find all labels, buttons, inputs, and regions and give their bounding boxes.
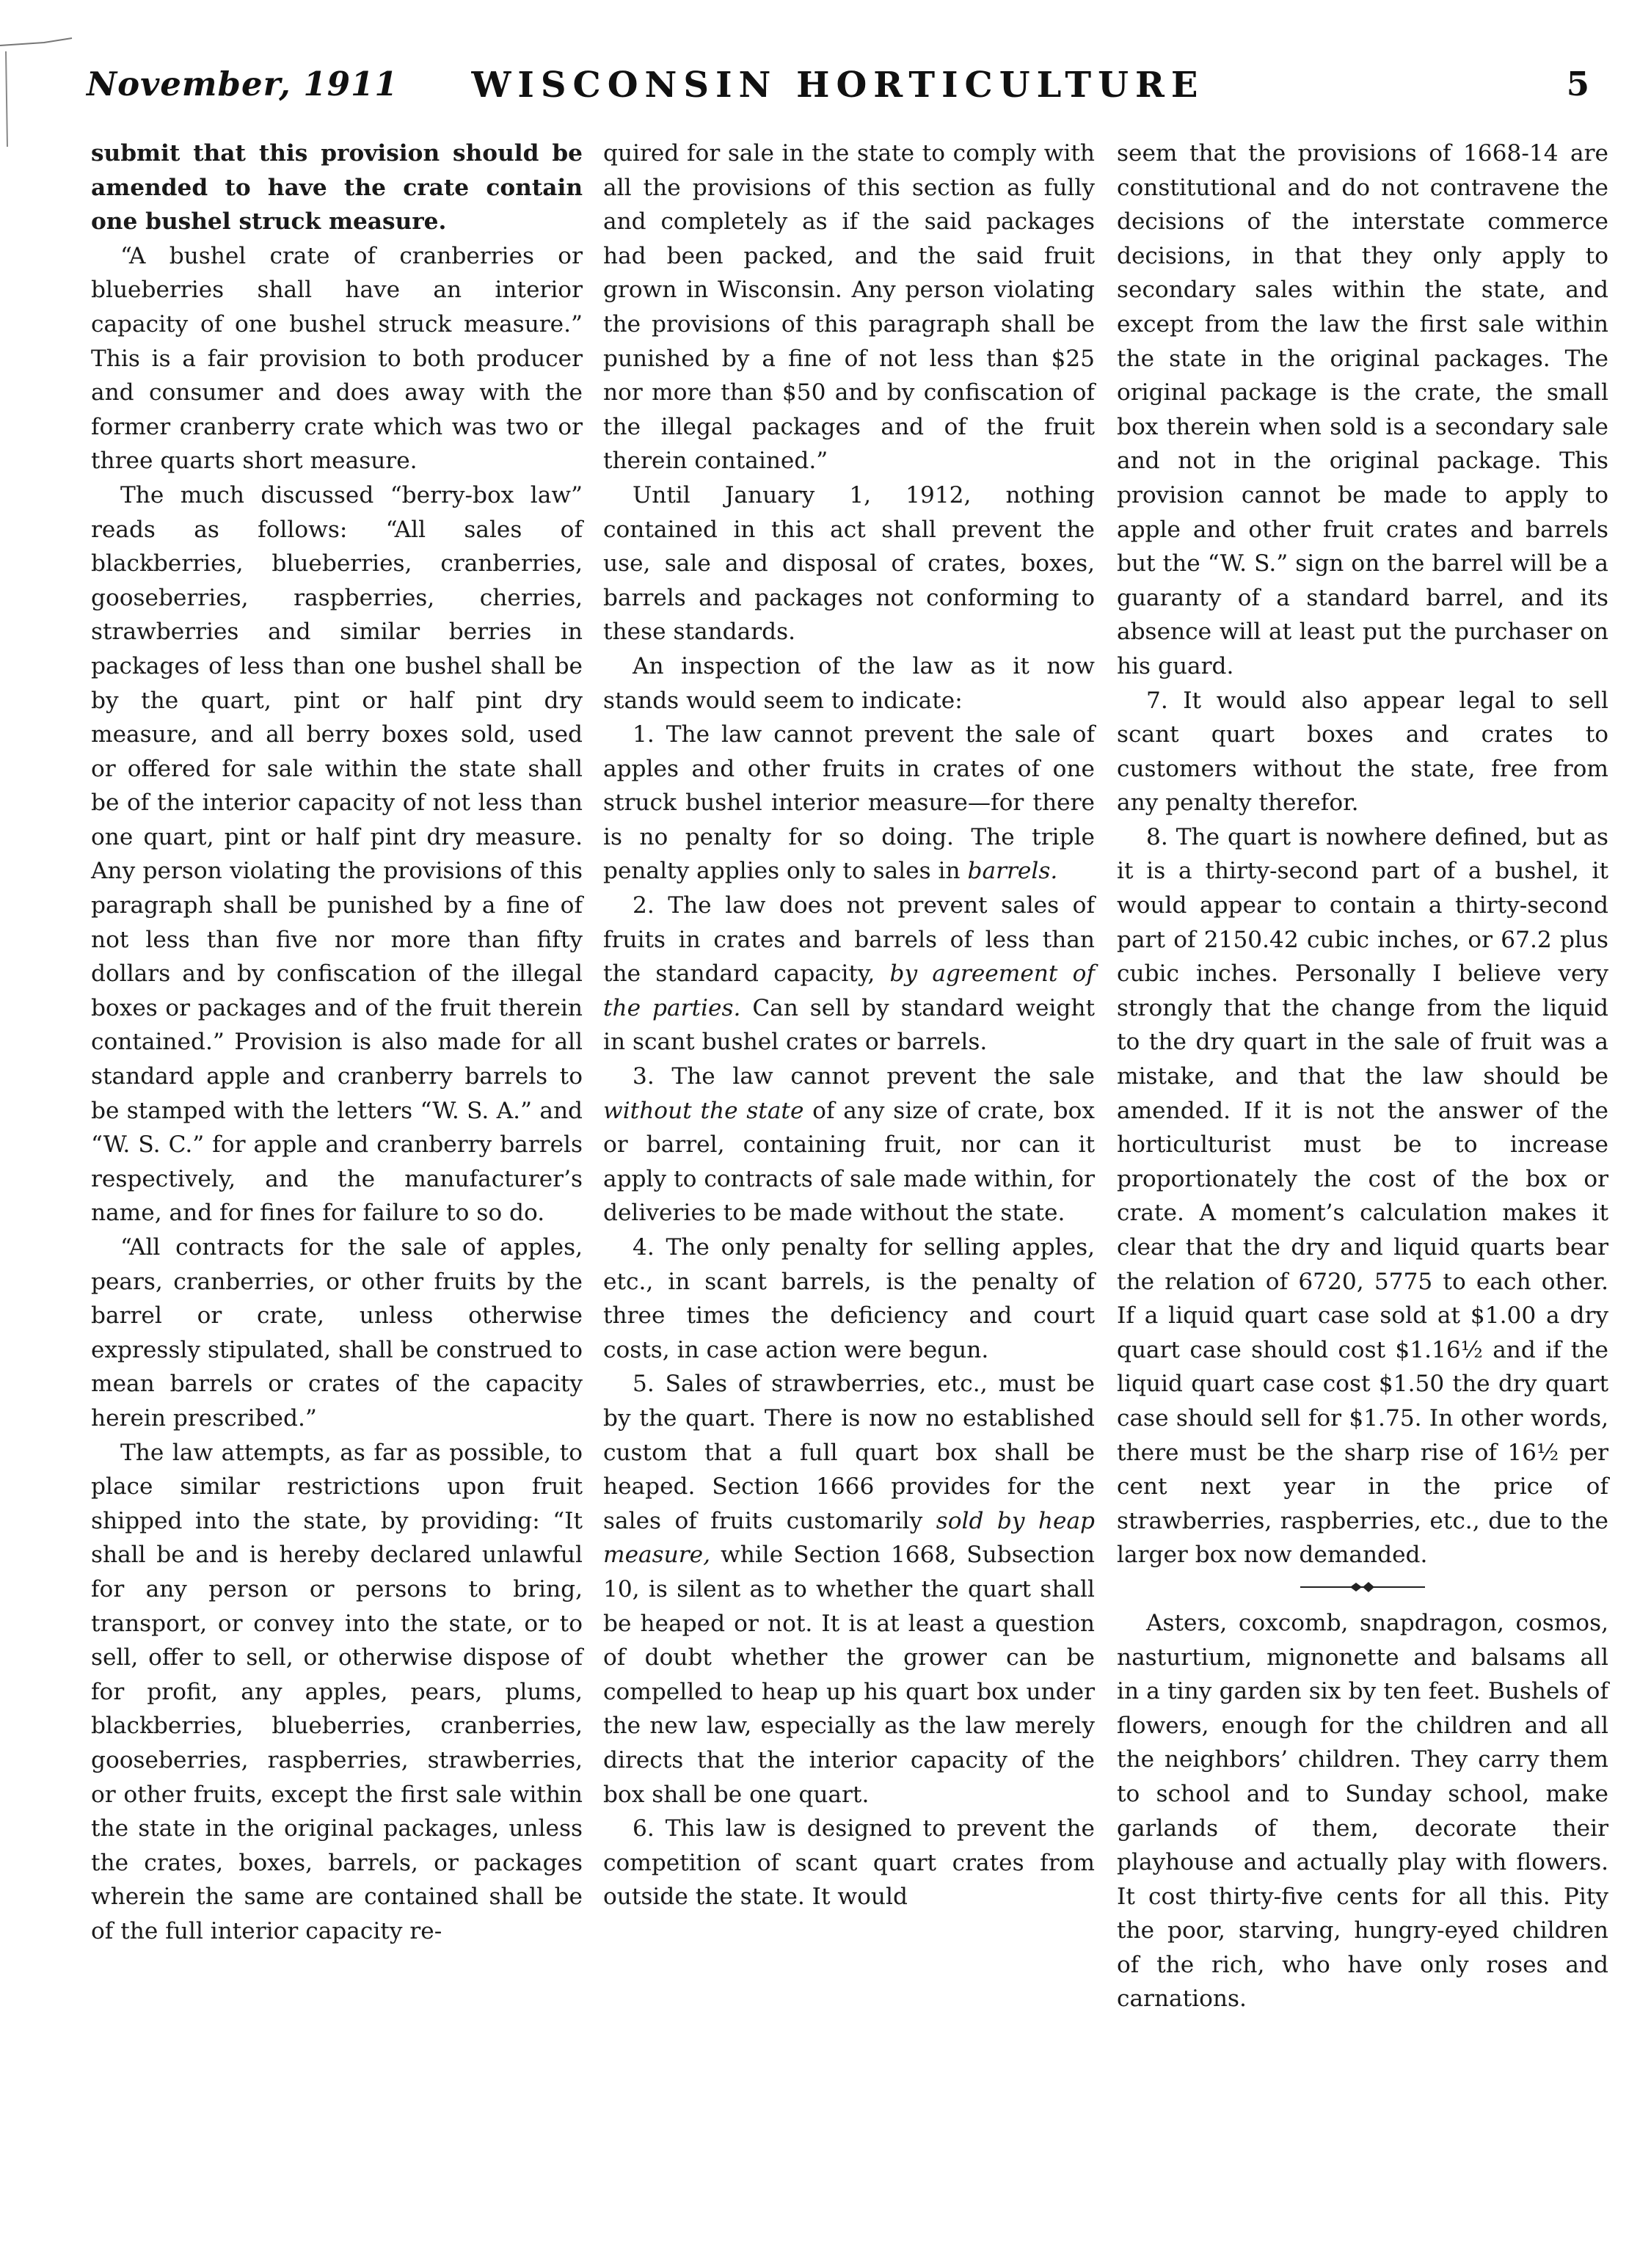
paragraph: “A bushel crate of cranberries or blueberries shall have an interior capacity of one bushel struck measure.” This is a fair provision to both producer and consumer and does away with the former cranberry crate which was two or three quarts short measure.	[91, 242, 583, 475]
italic-text: sold by heap measure,	[603, 1507, 1095, 1569]
text-run: of any size of crate, box or barrel, containing fruit, nor can it apply to contracts of sale made within, for deliveries to be made without the state.	[603, 1097, 1095, 1227]
page-number: 5	[1566, 65, 1589, 103]
running-header	[87, 65, 1589, 119]
paragraph: “All contracts for the sale of apples, pears, cranberries, or other fruits by the barrel or crate, unless otherwise expressly stipulated, shall be construed to mean barrels or crates of the capacity herein prescribed.”	[91, 1234, 583, 1432]
paragraph-item-5	[603, 1367, 1095, 1812]
paragraph: The much discussed “berry-box law” reads as follows: “All sales of blackberries, blueberries, cranberries, gooseberries, raspberries, cherries, strawberries and similar berries in packages of less than one bushel shall be by the quart, pint or half pint dry measure, and all berry boxes sold, used or offered for sale within the state shall be of the interior capacity of not less than one quart, pint or half pint dry measure. Any person violating the provisions of this paragraph shall be punished by a fine of not less than five nor more than fifty dollars and by confiscation of the illegal boxes or packages and of the fruit therein contained.” Provision is also made for all standard apple and cranberry barrels to be stamped with the letters “W. S. A.” and “W. S. C.” for apple and cranberry barrels respectively, and the manufacturer’s name, and for fines for failure to so do.	[91, 481, 583, 1227]
header-date: November, 1911	[87, 65, 398, 103]
paragraph: Asters, coxcomb, snapdragon, cosmos, nasturtium, mignonette and balsams all in a tiny garden six by ten feet. Bushels of flowers, enough for the children and all the neighbors’ children. They carry them to school and to Sunday school, make garlands of them, decorate their playhouse and actually play with flowers. It cost thirty-five cents for all this. Pity the poor, starving, hungry-eyed children of the rich, who have only roses and carnations.	[1117, 1609, 1608, 2013]
text-column-3	[1117, 136, 1608, 2016]
paragraph: An inspection of the law as it now stands would seem to indicate:	[603, 652, 1095, 714]
paragraph-item-6: 6. This law is designed to prevent the competition of scant quart crates from outside the state. It would	[603, 1815, 1095, 1911]
paragraph-item-7: 7. It would also appear legal to sell scant quart boxes and crates to customers without the state, free from any penalty therefor.	[1117, 687, 1608, 817]
paragraph: quired for sale in the state to comply with all the provisions of this section as fully and completely as if the said packages had been packed, and the said fruit grown in Wisconsin. Any person violating the provisions of this paragraph shall be punished by a fine of not less than $25 nor more than $50 and by confiscation of the illegal packages and of the fruit therein contained.”	[603, 140, 1095, 475]
text-run: 2. The law does not prevent sales of fruits in crates and barrels of less than the standard capacity,	[603, 892, 1095, 988]
text-column-2	[603, 136, 1095, 1914]
paragraph-item-3	[603, 1060, 1095, 1230]
paragraph: The law attempts, as far as possible, to place similar restrictions upon fruit shipped into the state, by providing: “It shall be and is hereby declared unlawful for any person or persons to bring, transport, or convey into the state, or to sell, offer to sell, or otherwise dispose of for profit, any apples, pears, plums, blackberries, blueberries, cranberries, gooseberries, raspberries, strawberries, or other fruits, except the first sale within the state in the original packages, unless the crates, boxes, barrels, or packages wherein the same are contained shall be of the full interior capacity re-	[91, 1439, 583, 1944]
paragraph: seem that the provisions of 1668-14 are constitutional and do not contravene the decisions of the interstate commerce decisions, in that they only apply to secondary sales within the state, and except from the law the first sale within the state in the original packages. The original package is the crate, the small box therein when sold is a secondary sale and not in the original package. This provision cannot be made to apply to apple and other fruit crates and barrels but the “W. S.” sign on the barrel will be a guaranty of a standard barrel, and its absence will at least put the purchaser on his guard.	[1117, 140, 1608, 679]
section-separator-ornament	[1117, 1575, 1608, 1599]
paragraph: submit that this provision should be amended to have the crate contain one bushel struck measure.	[91, 140, 583, 236]
page-corner-rule	[0, 0, 73, 147]
italic-text: without the state	[603, 1097, 804, 1124]
paragraph-item-1	[603, 718, 1095, 889]
paragraph-item-8: 8. The quart is nowhere defined, but as it is a thirty-second part of a bushel, it would appear to contain a thirty-second part of 2150.42 cubic inches, or 67.2 plus cubic inches. Personally I believe very strongly that the change from the liquid to the dry quart in the sale of fruit was a mistake, and that the law should be amended. If it is not the answer of the horticulturist must be to increase proportionately the cost of the box or crate. A moment’s calculation makes it clear that the dry and liquid quarts bear the relation of 6720, 5775 to each other. If a liquid quart case sold at $1.00 a dry quart case should cost $1.16½ and if the liquid quart case cost $1.50 the dry quart case should sell for $1.75. In other words, there must be the sharp rise of 16½ per cent next year in the price of strawberries, raspberries, etc., due to the larger box now demanded.	[1117, 823, 1608, 1569]
text-run: 1. The law cannot prevent the sale of apples and other fruits in crates of one struck bushel interior measure—for there is no penalty for so doing. The triple penalty applies only to sales in	[603, 721, 1095, 885]
journal-title: WISCONSIN HORTICULTURE	[471, 65, 1205, 106]
text-column-1	[91, 136, 583, 1948]
text-run: Can sell by standard weight in scant bushel crates or barrels.	[603, 994, 1095, 1056]
paragraph-item-2	[603, 889, 1095, 1060]
paragraph: Until January 1, 1912, nothing contained in this act shall prevent the use, sale and disposal of crates, boxes, barrels and packages not conforming to these standards.	[603, 481, 1095, 646]
italic-text: by agreement of the parties.	[603, 960, 1095, 1021]
text-run: 5. Sales of strawberries, etc., must be by the quart. There is now no established custom that a full quart box shall be heaped. Section 1666 provides for the sales of fruits customarily	[603, 1371, 1095, 1534]
italic-text: barrels.	[967, 858, 1058, 885]
text-run: 3. The law cannot prevent the sale	[633, 1063, 1095, 1090]
text-run: while Section 1668, Subsection 10, is silent as to whether the quart shall be heaped or not. It is at least a question of doubt whether the grower can be compelled to heap up his quart box under the new law, especially as the law merely directs that the interior capacity of the box shall be one quart.	[603, 1542, 1095, 1808]
paragraph-item-4: 4. The only penalty for selling apples, etc., in scant barrels, is the penalty of three times the deficiency and court costs, in case action were begun.	[603, 1234, 1095, 1363]
